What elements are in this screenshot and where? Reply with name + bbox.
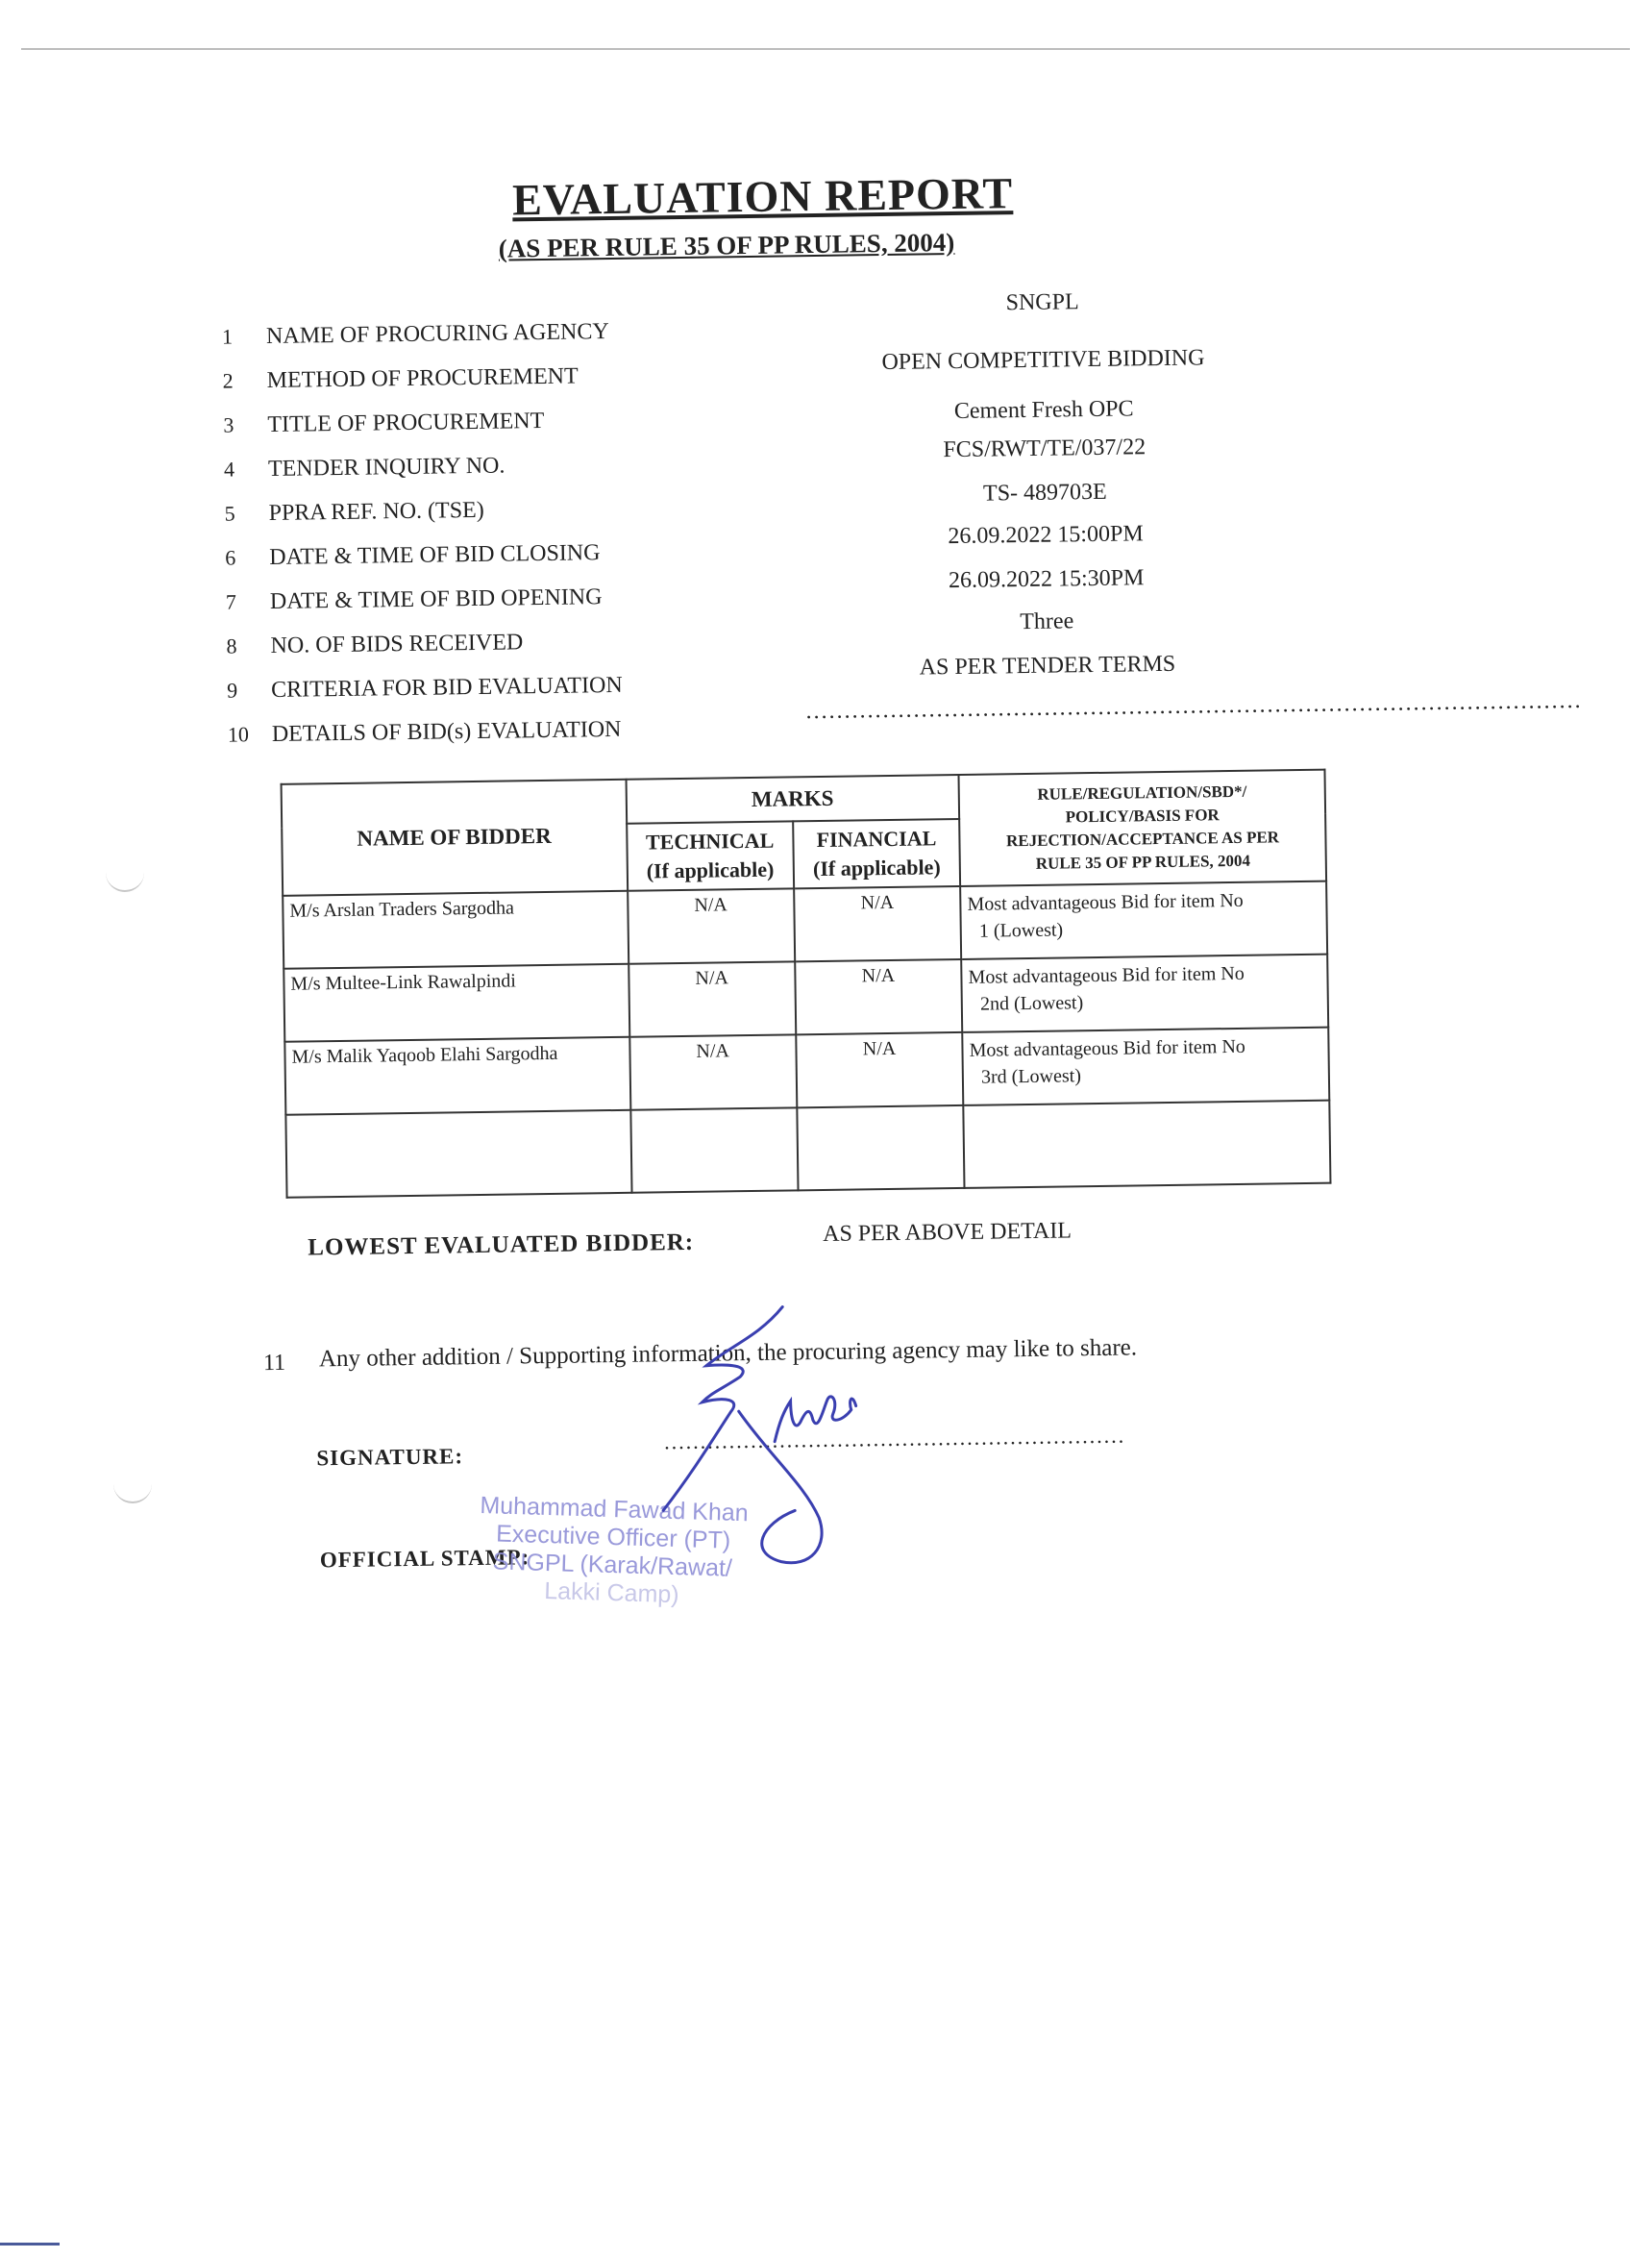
field-value: 26.09.2022 15:30PM	[948, 565, 1145, 594]
header-financial-label: FINANCIAL	[816, 826, 937, 853]
header-rule-line: RULE/REGULATION/SBD*/	[1037, 782, 1247, 804]
field-number: 2	[222, 368, 234, 393]
field-number: 1	[221, 324, 234, 349]
stamp-line-location: Lakki Camp)	[543, 1576, 680, 1609]
dotted-line: .....................................................................................................	[805, 687, 1583, 725]
field-label: TITLE OF PROCUREMENT	[267, 408, 545, 437]
rule-basis	[961, 955, 1328, 1032]
technical-marks: N/A	[629, 1034, 797, 1109]
header-rule-line: REJECTION/ACCEPTANCE AS PER	[1005, 828, 1280, 851]
bidder-name: M/s Arslan Traders Sargodha	[283, 891, 629, 969]
field-label: DATE & TIME OF BID CLOSING	[269, 540, 601, 570]
bidder-name: M/s Malik Yaqoob Elahi Sargodha	[284, 1037, 630, 1115]
field-number: 9	[227, 678, 238, 703]
rule-basis-line: Most advantageous Bid for item No	[969, 1035, 1245, 1061]
field-label: METHOD OF PROCUREMENT	[266, 363, 579, 393]
header-technical-note: (If applicable)	[646, 856, 775, 883]
field-value: Three	[1020, 608, 1074, 635]
financial-marks: N/A	[795, 959, 962, 1034]
report-subtitle: (AS PER RULE 35 OF PP RULES, 2004)	[498, 227, 955, 263]
field-label: CRITERIA FOR BID EVALUATION	[271, 672, 623, 703]
field-value: AS PER TENDER TERMS	[919, 651, 1176, 681]
field-label: NO. OF BIDS RECEIVED	[270, 630, 524, 658]
field-value: Cement Fresh OPC	[953, 396, 1134, 424]
field-value: 26.09.2022 15:00PM	[948, 521, 1144, 550]
header-bidder-name: NAME OF BIDDER	[282, 780, 628, 896]
empty-cell	[630, 1107, 799, 1192]
financial-marks: N/A	[794, 886, 961, 961]
bid-evaluation-table	[281, 769, 1332, 1199]
field-number: 4	[223, 457, 235, 482]
stamp-line-org: SNGPL (Karak/Rawat/	[492, 1548, 733, 1582]
header-financial-note: (If applicable)	[812, 855, 941, 881]
rule-basis	[962, 1028, 1329, 1105]
lowest-bidder-label: LOWEST EVALUATED BIDDER:	[308, 1228, 695, 1261]
rule-basis-line: 3rd (Lowest)	[980, 1065, 1082, 1088]
rule-basis-line: 2nd (Lowest)	[979, 992, 1084, 1015]
rule-basis	[960, 881, 1327, 959]
empty-cell	[797, 1105, 964, 1190]
official-stamp-label: OFFICIAL STAMP:	[319, 1545, 530, 1573]
header-rule-basis	[959, 770, 1326, 886]
header-rule-line: RULE 35 OF PP RULES, 2004	[1035, 851, 1251, 873]
report-title: EVALUATION REPORT	[511, 168, 1014, 225]
signature-label: SIGNATURE:	[316, 1444, 464, 1471]
field-number: 10	[227, 722, 250, 747]
field-number: 7	[225, 589, 237, 614]
stamp-line-designation: Executive Officer (PT)	[495, 1520, 731, 1554]
technical-marks: N/A	[628, 888, 795, 963]
field-number: 5	[224, 501, 235, 526]
rule-basis-line: 1 (Lowest)	[978, 919, 1064, 942]
field-label: PPRA REF. NO. (TSE)	[268, 497, 484, 526]
header-rule-line: POLICY/BASIS FOR	[1065, 806, 1220, 827]
field-label: NAME OF PROCURING AGENCY	[265, 319, 609, 349]
empty-cell	[285, 1110, 631, 1198]
rule-basis-line: Most advantageous Bid for item No	[967, 889, 1244, 915]
field-value: OPEN COMPETITIVE BIDDING	[881, 345, 1205, 376]
header-technical-label: TECHNICAL	[645, 828, 775, 855]
field-value: SNGPL	[1005, 289, 1079, 316]
empty-cell	[963, 1101, 1330, 1188]
field-value: TS- 489703E	[982, 479, 1107, 507]
field-number: 8	[226, 633, 237, 658]
handwritten-signature	[624, 1286, 916, 1578]
header-technical	[627, 821, 794, 890]
field-label: TENDER INQUIRY NO.	[267, 453, 505, 482]
other-info-number: 11	[262, 1350, 286, 1377]
financial-marks: N/A	[796, 1032, 963, 1107]
header-marks: MARKS	[626, 775, 959, 824]
field-value: FCS/RWT/TE/037/22	[943, 434, 1147, 463]
field-label: DATE & TIME OF BID OPENING	[269, 584, 603, 614]
stamp-line-name: Muhammad Fawad Khan	[480, 1491, 750, 1527]
bidder-name: M/s Multee-Link Rawalpindi	[284, 964, 629, 1042]
technical-marks: N/A	[629, 961, 796, 1036]
field-number: 6	[225, 545, 236, 570]
rule-basis-line: Most advantageous Bid for item No	[968, 962, 1245, 988]
signature-line: ................................................................	[663, 1423, 1126, 1454]
field-number: 3	[223, 412, 234, 437]
header-financial	[793, 819, 960, 888]
table-row-empty	[285, 1101, 1330, 1198]
lowest-bidder-value: AS PER ABOVE DETAIL	[822, 1218, 1073, 1247]
field-label: DETAILS OF BID(s) EVALUATION	[271, 716, 622, 747]
other-info-text: Any other addition / Supporting information, the procuring agency may like to share.	[318, 1334, 1138, 1373]
